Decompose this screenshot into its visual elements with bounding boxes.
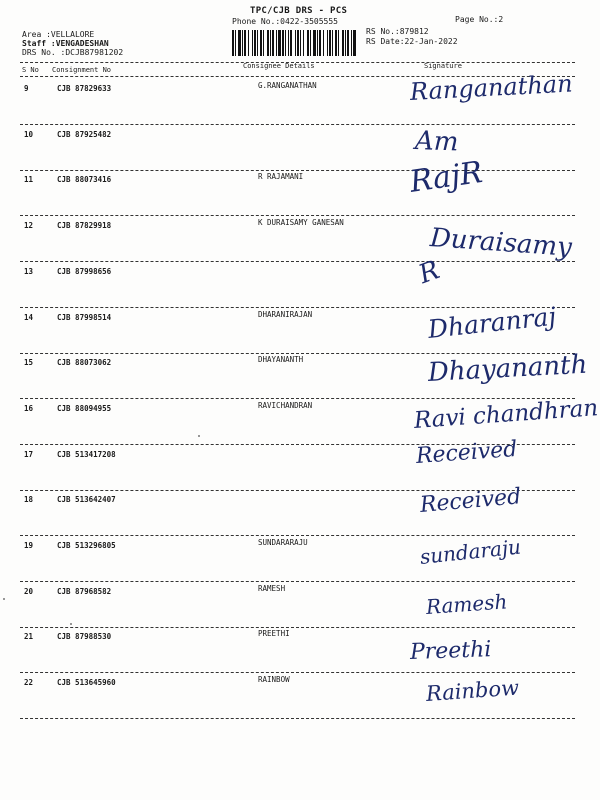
row-serial-number: 11 [24,175,34,185]
document-title: TPC/CJB DRS - PCS [250,6,348,16]
barcode-bar [252,30,253,56]
row-consignment-number: CJB 87988530 [57,632,112,642]
barcode-bar [290,30,292,56]
barcode-bar [263,30,264,56]
barcode-bar [238,30,241,56]
barcode-bar [338,30,339,56]
row-consignee-name: PREETHI [258,629,290,639]
row-consignment-number: CJB 88094955 [57,403,112,413]
barcode-bar [278,30,281,56]
staff-label: Staff :VENGADESHAN [22,39,109,48]
barcode-bar [307,30,309,56]
row-consignment-number: CJB 87968582 [57,586,112,596]
row-consignment-number: CJB 87925482 [57,129,112,139]
row-signature: Received [418,484,523,519]
barcode-bar [235,30,236,56]
row-consignee-name: G.RANGANATHAN [258,81,317,90]
column-header-signature: Signature [424,62,462,70]
row-divider [20,353,575,354]
row-serial-number: 12 [24,221,34,231]
row-divider [20,170,575,171]
barcode-bar [329,30,331,56]
row-serial-number: 19 [24,541,34,550]
barcode-bar [332,30,333,56]
row-signature: RajR [407,155,485,201]
row-signature: Ranganathan [409,69,574,106]
rs-number: RS No.:879812 [366,27,429,36]
scan-speck [70,623,72,625]
column-header-consignee: Consignee Details [243,62,315,70]
barcode-bar [244,30,246,56]
row-divider [20,718,575,719]
phone-number: Phone No.:0422-3505555 [232,17,338,26]
row-signature: Received [415,436,519,469]
row-signature: sundaraju [418,534,523,569]
row-serial-number: 16 [24,403,34,413]
scan-speck [198,435,200,437]
barcode-bar [345,30,346,56]
row-divider [20,627,575,628]
barcode-bar [342,30,344,56]
row-divider [20,124,575,125]
row-serial-number: 22 [24,678,34,688]
page-number: Page No.:2 [455,15,504,24]
barcode-bar [242,30,243,56]
row-consignment-number: CJB 87829918 [57,221,112,231]
row-serial-number: 17 [24,449,34,459]
area-label: Area :VELLALORE [22,30,95,39]
barcode-bar [313,30,316,56]
row-serial-number: 18 [24,495,34,505]
barcode-bar [347,30,349,56]
row-signature: R [414,255,444,290]
barcode-bar [317,30,318,56]
row-consignment-number: CJB 513645960 [57,678,116,688]
barcode-bar [267,30,269,56]
barcode-bar [327,30,328,56]
barcode-bar [335,30,337,56]
barcode-bar [257,30,258,56]
row-consignee-name: R RAJAMANI [258,172,304,182]
barcode-bar [351,30,352,56]
barcode-bar [300,30,301,56]
barcode-bar [323,30,324,56]
barcode-bar [297,30,299,56]
row-consignment-number: CJB 513296805 [57,541,116,550]
row-consignment-number: CJB 88073062 [57,358,112,368]
row-divider [20,261,575,262]
drs-number: DRS No. :DCJB87981202 [22,48,124,57]
row-signature: Duraisamy [428,223,573,263]
row-consignee-name: RAMESH [258,583,286,593]
barcode-bar [272,30,274,56]
row-signature: Preethi [409,637,492,666]
barcode-bar [319,30,321,56]
barcode-bar [310,30,311,56]
row-consignee-name: DHARANIRAJAN [258,309,313,319]
column-header-sno: S No [22,66,39,74]
row-signature: Ramesh [425,589,509,619]
row-divider [20,215,575,216]
barcode-bar [282,30,284,56]
row-divider [20,398,575,399]
row-serial-number: 15 [24,358,34,368]
row-serial-number: 20 [24,586,34,596]
scan-speck [3,598,5,600]
row-serial-number: 13 [24,266,34,276]
barcode-bar [288,30,289,56]
barcode-bar [248,30,249,56]
row-consignee-name: RAVICHANDRAN [258,400,313,410]
row-consignee-name: K DURAISAMY GANESAN [258,218,344,228]
row-divider [20,672,575,673]
row-signature: Dhayananth [427,349,589,389]
row-consignment-number: CJB 87829633 [57,84,112,93]
row-divider [20,581,575,582]
row-serial-number: 10 [24,129,34,139]
row-signature: Rainbow [425,675,520,707]
row-divider [20,535,575,536]
barcode-bar [232,30,234,56]
barcode-bar [303,30,304,56]
row-consignee-name: DHAYANANTH [258,355,304,365]
row-consignment-number: CJB 88073416 [57,175,112,185]
row-consignment-number: CJB 513642407 [57,495,116,505]
row-consignment-number: CJB 87998656 [57,266,112,276]
row-serial-number: 21 [24,632,34,642]
column-header-consignment: Consignment No [52,66,112,74]
row-serial-number: 14 [24,312,34,322]
barcode [232,30,358,56]
barcode-bar [353,30,356,56]
row-consignment-number: CJB 87998514 [57,312,112,322]
row-serial-number: 9 [24,84,29,93]
barcode-bar [295,30,296,56]
barcode-bar [270,30,271,56]
row-signature: Dharanraj [426,301,558,344]
row-signature: Ravi chandhran [413,395,599,434]
row-consignment-number: CJB 513417208 [57,449,116,459]
barcode-bar [254,30,256,56]
rs-date: RS Date:22-Jan-2022 [366,37,458,46]
barcode-bar [276,30,277,56]
barcode-bar [260,30,262,56]
row-consignee-name: RAINBOW [258,675,290,685]
barcode-bar [285,30,286,56]
row-signature: Am [414,125,459,158]
row-consignee-name: SUNDARARAJU [258,538,308,547]
